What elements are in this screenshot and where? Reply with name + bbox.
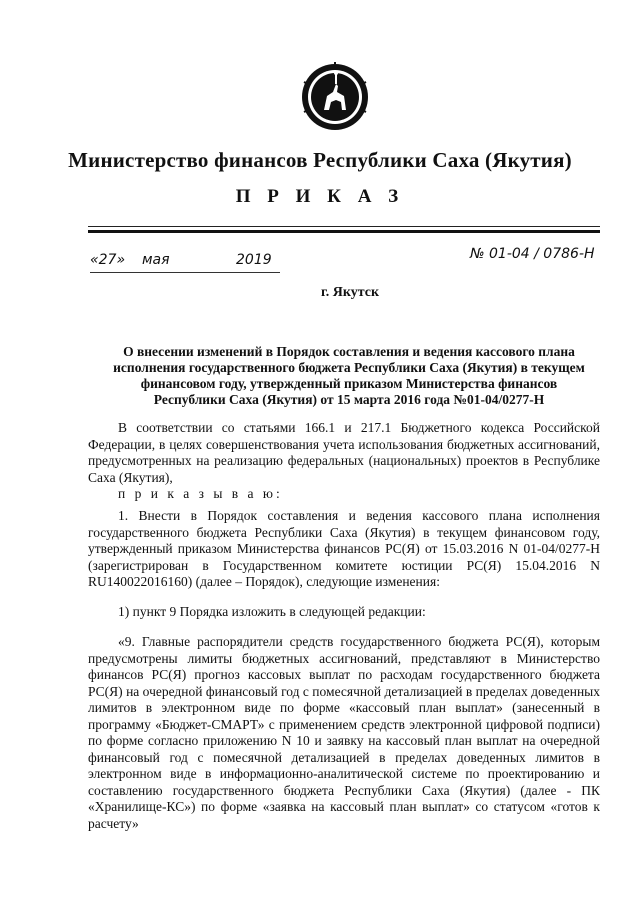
city-name: г. Якутск <box>320 285 380 300</box>
order-date <box>90 250 280 273</box>
order-word: п р и к а з ы в а ю: <box>118 486 283 501</box>
quoted-clause-9: «9. Главные распорядители средств государственного бюджета РС(Я), которым предусмотрены лимиты бюджетных ассигнований, представляют в Министерство финансов РС(Я) прогноз кассовых выплат по расходам государственного бюджета РС(Я) на очередной финансовый год с помесячной детализацией в пределах доведенных лимитов в электронном виде по форме «кассовый план выплат» (занесенный в программу «Бюджет-СМАРТ» с применением средств электронной цифровой подписи) по форме согласно приложению N 10 и заявку на кассовый план выплат на очередной финансовый год с помесячной детализацией в пределах доведенных лимитов в электронном виде в информационно-аналитической системе по проектированию и составлению государственного бюджета Республики Саха (Якутия) (далее - ПК «Хранилище-КС») по форме «заявка на кассовый план выплат» со статусом «готов к расчету» <box>88 634 600 831</box>
date-month: мая <box>142 252 170 268</box>
preamble-paragraph: В соответствии со статьями 166.1 и 217.1 Бюджетного кодекса Российской Федерации, в целях совершенствования учета использования бюджетных ассигнований, предусмотренных на реализацию федеральных (национальных) проектов в Республике Саха (Якутия), <box>88 420 600 485</box>
order-number: № 01-04 / 0786-Н <box>470 246 595 262</box>
date-day: «27» <box>90 252 126 268</box>
document-title: О внесении изменений в Порядок составления и ведения кассового плана исполнения государственного бюджета Республики Саха (Якутия) в текущем финансовом году, утвержденный приказом Министерства финансов Республики Саха (Якутия) от 15 марта 2016 года №01-04/0277-Н <box>113 344 585 407</box>
item-1-paragraph: 1. Внести в Порядок составления и ведения кассового плана исполнения государственного бюджета Республики Саха (Якутия) в текущем финансовом году, утвержденный приказом Министерства финансов РС(Я) от 15.03.2016 N 01-04/0277-Н (зарегистрирован в Государственном комитете юстиции РС(Я) 15.04.2016 N RU140022016160) (далее – Порядок), следующие изменения: <box>88 508 600 589</box>
header-rule-thick <box>88 230 600 233</box>
order-title: П Р И К А З <box>235 186 405 207</box>
item-1-1-paragraph: 1) пункт 9 Порядка изложить в следующей редакции: <box>118 604 426 619</box>
header-rule-thin <box>88 226 600 227</box>
ministry-name: Министерство финансов Республики Саха (Якутия) <box>68 148 572 172</box>
coat-of-arms-emblem-icon <box>300 62 370 132</box>
date-year: 2019 <box>236 252 272 268</box>
